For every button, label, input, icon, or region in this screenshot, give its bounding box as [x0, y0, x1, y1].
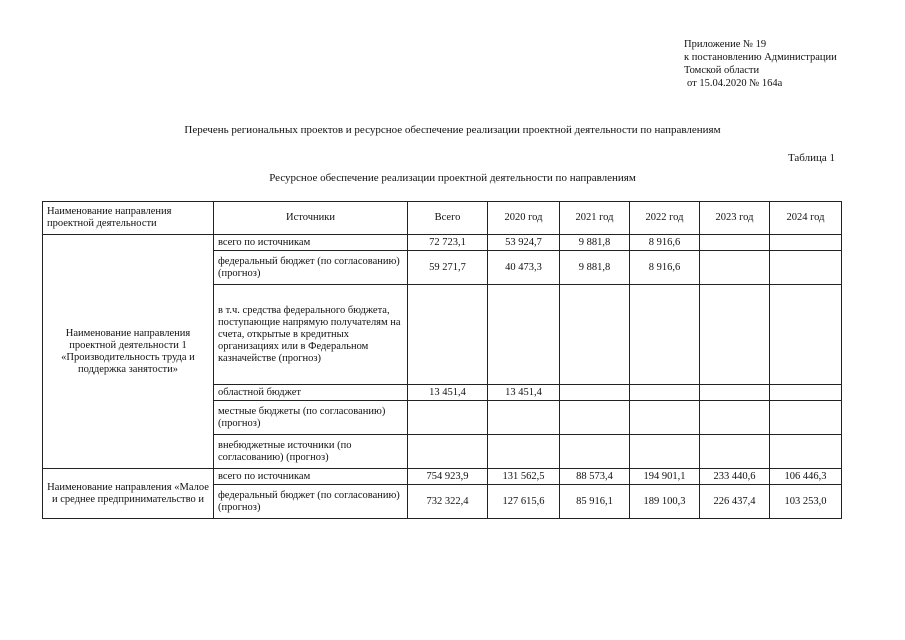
header-2024: 2024 год [770, 202, 842, 235]
value-cell [700, 251, 770, 285]
value-cell [630, 401, 700, 435]
value-cell [770, 435, 842, 469]
table-label: Таблица 1 [787, 152, 835, 164]
table-subtitle: Ресурсное обеспечение реализации проектной деятельности по направлениям [269, 172, 636, 184]
value-cell: 127 615,6 [488, 485, 560, 519]
value-cell: 754 923,9 [408, 469, 488, 485]
value-cell [560, 435, 630, 469]
source-cell: федеральный бюджет (по согласованию) (прогноз) [214, 251, 408, 285]
header-direction: Наименование направления проектной деятельности [43, 202, 214, 235]
value-cell: 103 253,0 [770, 485, 842, 519]
value-cell: 72 723,1 [408, 235, 488, 251]
source-cell: всего по источникам [214, 235, 408, 251]
value-cell [408, 285, 488, 385]
value-cell [560, 385, 630, 401]
header-2021: 2021 год [560, 202, 630, 235]
value-cell [700, 285, 770, 385]
value-cell [770, 385, 842, 401]
header-2022: 2022 год [630, 202, 700, 235]
value-cell [630, 285, 700, 385]
source-cell: областной бюджет [214, 385, 408, 401]
value-cell [770, 401, 842, 435]
resource-table [42, 201, 842, 519]
value-cell: 59 271,7 [408, 251, 488, 285]
source-cell: внебюджетные источники (по согласованию) (прогноз) [214, 435, 408, 469]
appendix-block [684, 38, 837, 90]
value-cell: 9 881,8 [560, 251, 630, 285]
appendix-line-4: от 15.04.2020 № 164а [687, 78, 783, 89]
value-cell: 8 916,6 [630, 251, 700, 285]
value-cell: 13 451,4 [408, 385, 488, 401]
value-cell: 131 562,5 [488, 469, 560, 485]
value-cell: 732 322,4 [408, 485, 488, 519]
header-2023: 2023 год [700, 202, 770, 235]
value-cell: 194 901,1 [630, 469, 700, 485]
value-cell [700, 435, 770, 469]
value-cell [488, 285, 560, 385]
value-cell [408, 401, 488, 435]
value-cell [408, 435, 488, 469]
source-cell: местные бюджеты (по согласованию) (прогноз) [214, 401, 408, 435]
value-cell [700, 401, 770, 435]
document-title: Перечень региональных проектов и ресурсное обеспечение реализации проектной деятельности по направлениям [184, 124, 721, 136]
value-cell [560, 285, 630, 385]
value-cell: 40 473,3 [488, 251, 560, 285]
value-cell: 8 916,6 [630, 235, 700, 251]
table-header-row [43, 202, 842, 235]
value-cell [700, 385, 770, 401]
value-cell: 88 573,4 [560, 469, 630, 485]
value-cell: 53 924,7 [488, 235, 560, 251]
value-cell [770, 285, 842, 385]
value-cell [770, 235, 842, 251]
source-cell: всего по источникам [214, 469, 408, 485]
value-cell: 226 437,4 [700, 485, 770, 519]
table-row [43, 235, 842, 251]
value-cell [770, 251, 842, 285]
header-sources: Источники [214, 202, 408, 235]
table-row [43, 469, 842, 485]
value-cell [630, 435, 700, 469]
value-cell: 189 100,3 [630, 485, 700, 519]
value-cell: 85 916,1 [560, 485, 630, 519]
value-cell: 233 440,6 [700, 469, 770, 485]
value-cell [488, 401, 560, 435]
value-cell: 106 446,3 [770, 469, 842, 485]
value-cell [700, 235, 770, 251]
source-cell: федеральный бюджет (по согласованию) (прогноз) [214, 485, 408, 519]
direction-cell-1: Наименование направления проектной деятельности 1 «Производительность труда и поддержка занятости» [43, 235, 214, 469]
value-cell [630, 385, 700, 401]
header-2020: 2020 год [488, 202, 560, 235]
value-cell: 9 881,8 [560, 235, 630, 251]
header-total: Всего [408, 202, 488, 235]
value-cell [560, 401, 630, 435]
appendix-line-3: Томской области [684, 65, 760, 76]
appendix-line-2: к постановлению Администрации [684, 52, 837, 63]
value-cell [488, 435, 560, 469]
source-cell: в т.ч. средства федерального бюджета, поступающие напрямую получателям на счета, открытые в кредитных организациях или в Федеральном казначействе (прогноз) [214, 285, 408, 385]
value-cell: 13 451,4 [488, 385, 560, 401]
appendix-line-1: Приложение № 19 [684, 39, 767, 50]
direction-cell-2: Наименование направления «Малое и среднее предпринимательство и [43, 469, 214, 519]
